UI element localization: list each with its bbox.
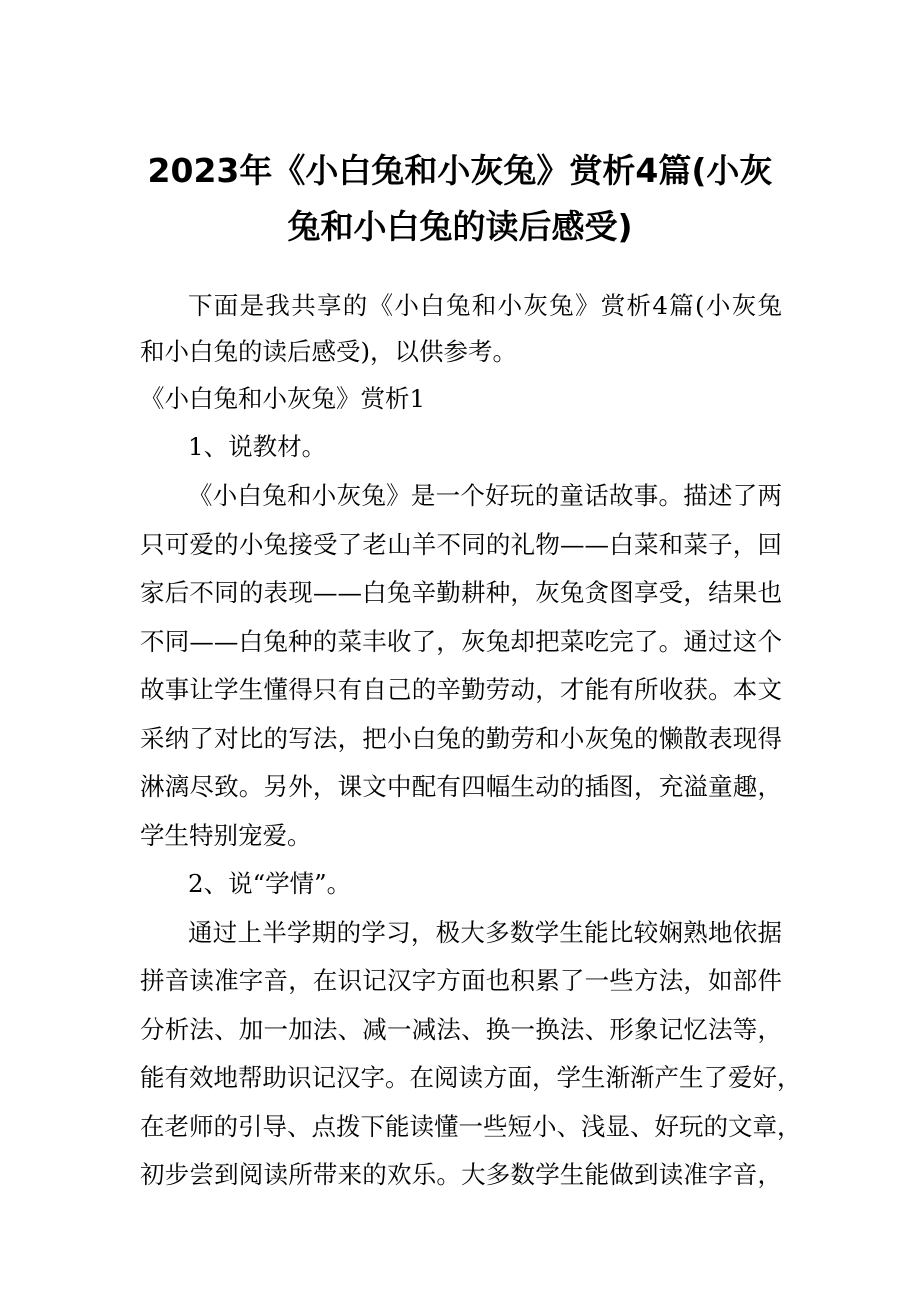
para1-line-8: 学生特别宠爱。 — [140, 821, 312, 850]
para2-line-1: 通过上半学期的学习，极大多数学生能比较娴熟地依据 — [188, 918, 782, 947]
para1-line-6: 采纳了对比的写法，把小白兔的勤劳和小灰兔的懒散表现得 — [140, 724, 782, 753]
para2-line-6: 初步尝到阅读所带来的欢乐。大多数学生能做到读准字音， — [140, 1160, 782, 1189]
para2-line-4: 能有效地帮助识记汉字。在阅读方面，学生渐渐产生了爱好， — [140, 1063, 802, 1092]
para1-line-7: 淋漓尽致。另外，课文中配有四幅生动的插图，充溢童趣， — [140, 772, 782, 801]
para1-line-5: 故事让学生懂得只有自己的辛勤劳动，才能有所收获。本文 — [140, 675, 782, 704]
para1-line-4: 不同——白兔种的菜丰收了，灰兔却把菜吃完了。通过这个 — [140, 627, 782, 656]
para2-line-2: 拼音读准字音，在识记汉字方面也积累了一些方法，如部件 — [140, 966, 782, 995]
document-title-line-1: 2023年《小白兔和小灰兔》赏析4篇(小灰 — [147, 151, 773, 190]
para2-line-3: 分析法、加一加法、减一减法、换一换法、形象记忆法等， — [140, 1015, 782, 1044]
para2-line-5: 在老师的引导、点拨下能读懂一些短小、浅显、好玩的文章， — [140, 1112, 802, 1141]
intro-line-2: 和小白兔的读后感受)，以供参考。 — [140, 337, 518, 366]
intro-line-1: 下面是我共享的《小白兔和小灰兔》赏析4篇(小灰兔 — [188, 291, 782, 320]
point1-heading: 1、说教材。 — [188, 432, 327, 461]
section-heading: 《小白兔和小灰兔》赏析1 — [140, 384, 426, 413]
para1-line-1: 《小白兔和小灰兔》是一个好玩的童话故事。描述了两 — [188, 481, 782, 510]
point2-heading: 2、说“学情”。 — [188, 869, 352, 898]
para1-line-2: 只可爱的小兔接受了老山羊不同的礼物——白菜和菜子，回 — [140, 530, 782, 559]
document-title-line-2: 兔和小白兔的读后感受) — [287, 207, 633, 246]
para1-line-3: 家后不同的表现——白兔辛勤耕种，灰兔贪图享受，结果也 — [140, 578, 782, 607]
